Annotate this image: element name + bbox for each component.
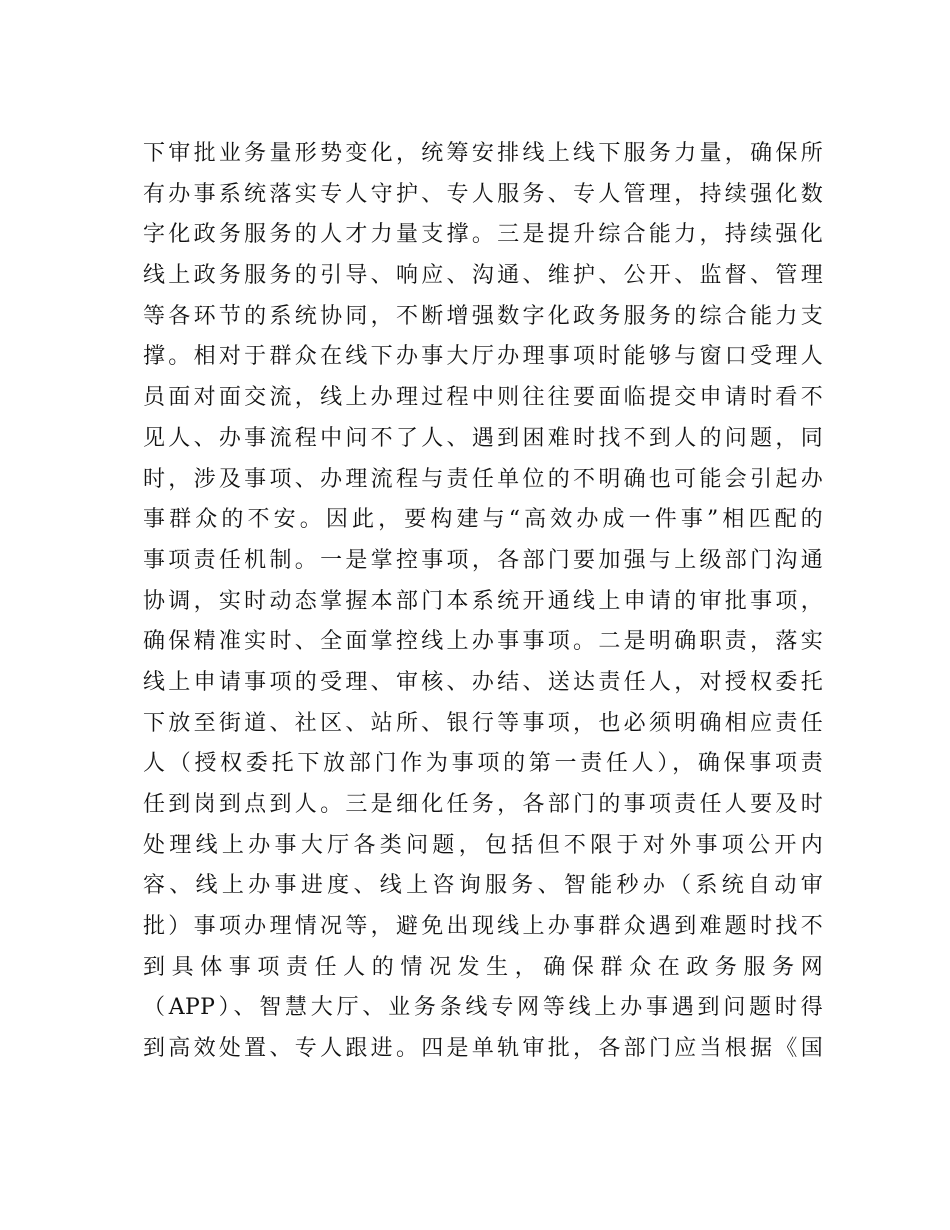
text-line-17: 任到岗到点到人。三是细化任务，各部门的事项责任人要及时	[143, 792, 823, 817]
text-line-23: 到高效处置、专人跟进。四是单轨审批，各部门应当根据《国	[143, 1036, 823, 1062]
text-line-13: 确保精准实时、全面掌控线上办事事项。二是明确职责，落实	[143, 629, 823, 655]
text-line-12: 协调，实时动态掌握本部门本系统开通线上申请的审批事项，	[143, 588, 823, 614]
text-line-7: 员面对面交流，线上办理过程中则往往要面临提交申请时看不	[143, 385, 823, 411]
text-line-16: 人（授权委托下放部门作为事项的第一责任人），确保事项责	[143, 751, 823, 777]
text-line-9: 时，涉及事项、办理流程与责任单位的不明确也可能会引起办	[143, 466, 823, 492]
text-line-6: 撑。相对于群众在线下办事大厅办理事项时能够与窗口受理人	[143, 344, 823, 370]
text-line-14: 线上申请事项的受理、审核、办结、送达责任人，对授权委托	[143, 669, 823, 695]
text-line-1: 下审批业务量形势变化，统筹安排线上线下服务力量，确保所	[143, 141, 823, 166]
text-line-2: 有办事系统落实专人守护、专人服务、专人管理，持续强化数	[143, 181, 823, 207]
body-text	[143, 134, 823, 1070]
text-line-19: 容、线上办事进度、线上咨询服务、智能秒办（系统自动审	[143, 873, 823, 899]
text-line-18: 处理线上办事大厅各类问题，包括但不限于对外事项公开内	[143, 832, 823, 858]
text-line-20: 批）事项办理情况等，避免出现线上办事群众遇到难题时找不	[143, 914, 823, 940]
text-line-15: 下放至街道、社区、站所、银行等事项，也必须明确相应责任	[143, 710, 823, 736]
text-line-3: 字化政务服务的人才力量支撑。三是提升综合能力，持续强化	[143, 222, 823, 248]
text-line-8: 见人、办事流程中问不了人、遇到困难时找不到人的问题，同	[143, 425, 823, 451]
text-line-21: 到具体事项责任人的情况发生，确保群众在政务服务网	[143, 954, 823, 980]
text-line-4: 线上政务服务的引导、响应、沟通、维护、公开、监督、管理	[143, 263, 823, 289]
text-line-5: 等各环节的系统协同，不断增强数字化政务服务的综合能力支	[143, 303, 823, 329]
text-line-11: 事项责任机制。一是掌控事项，各部门要加强与上级部门沟通	[143, 547, 823, 573]
text-line-22: （APP）、智慧大厅、业务条线专网等线上办事遇到问题时得	[143, 995, 823, 1021]
text-line-10: 事群众的不安。因此，要构建与“高效办成一件事”相匹配的	[143, 507, 823, 533]
